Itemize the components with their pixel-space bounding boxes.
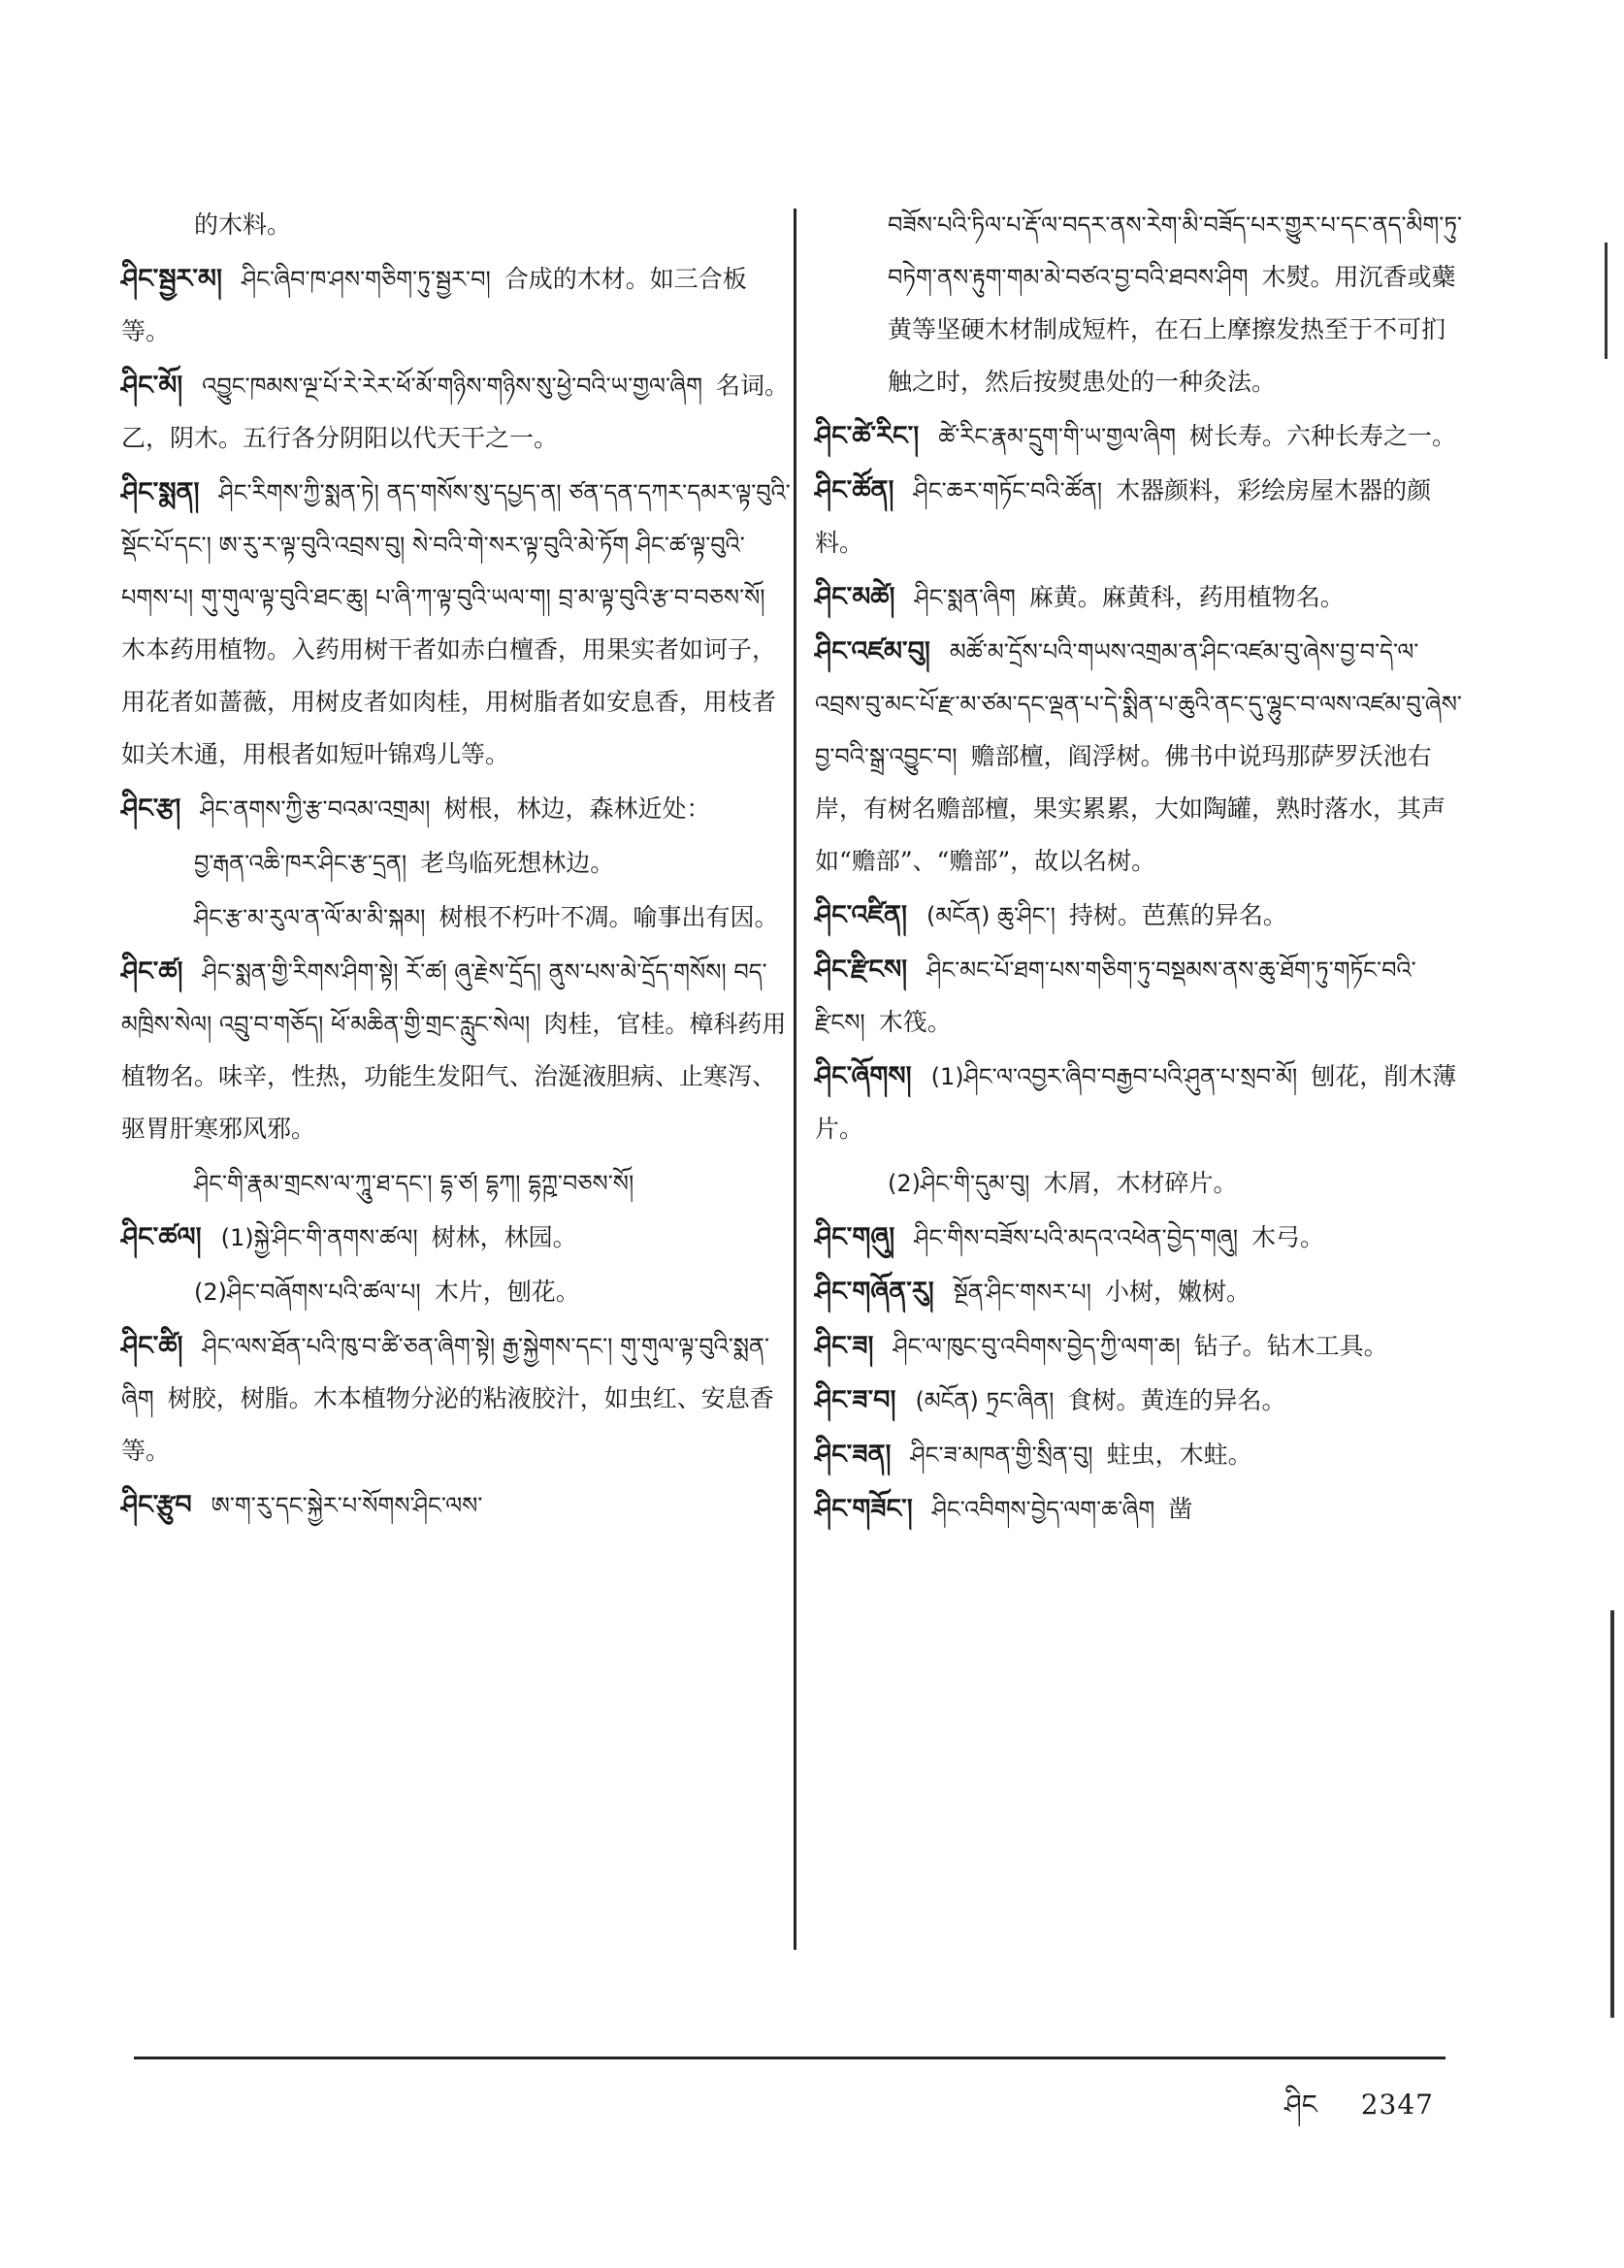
entry-tibetan-definition: འབྱུང་ཁམས་ལྔ་པོ་རེ་རེར་ཕོ་མོ་གཉིས་གཉིས་སུ་ཕྱེ་བའི་ཡ་གྱལ་ཞིག — [202, 373, 702, 400]
dictionary-entry — [815, 890, 1463, 942]
entry-chinese-definition: 木片，刨花。 — [434, 1278, 580, 1306]
dictionary-entry — [121, 253, 791, 358]
entry-chinese-definition: 树胶，树脂。木本植物分泌的粘液胶汁，如虫红、安息香等。 — [121, 1384, 774, 1465]
entry-headword: ཤིང་གཞུ། — [815, 1222, 895, 1252]
entry-tibetan-definition: བྱ་རྒན་འཆི་ཁར་ཤིང་རྩ་དྲན། — [194, 850, 407, 877]
entry-headword: ཤིང་འཛམ་བུ། — [815, 636, 930, 666]
entry-chinese-definition: 木筏。 — [878, 1008, 952, 1036]
dictionary-entry — [121, 1320, 791, 1477]
dictionary-entry — [815, 1266, 1463, 1318]
dictionary-entry — [815, 1483, 1463, 1536]
entry-tibetan-definition: ཤིང་རིགས་ཀྱི་སྨན་ཏེ། ནད་གསོས་སུ་དཔྱད་ན། ཙན་དན་དཀར་དམར་ལྟ་བུའི་སྡོང་པོ་དང་། ཨ་རུ་ར་ལྟ་བུའི་འབྲས་བུ། སེ་བའི་གེ་སར་ལྟ་བུའི་མེ་ཏོག ཤིང་ཚ་ལྟ་བུའི་པགས་པ། གུ་གུལ་ལྟ་བུའི་ཐང་ཆུ། པ་ཞི་ཀ་ལྟ་བུའི་ཡལ་ག། བྲ་མ་ལྟ་བུའི་རྩ་བ་བཅས་སོ། — [121, 479, 791, 611]
entry-tibetan-definition: (2)ཤིང་བཞོགས་པའི་ཚལ་པ། — [194, 1279, 421, 1306]
dictionary-entry — [815, 410, 1463, 463]
dictionary-entry — [121, 199, 791, 251]
entry-tibetan-definition: ཤིང་གི་རྣམ་གྲངས་ལ་ཀཱུ་ཐ་དང་། དྷ་ཙ། དྷཀ། དྷཀྵ་བཅས་སོ། — [194, 1170, 634, 1197]
entry-headword: ཤིང་ཚ། — [121, 956, 183, 987]
entry-tibetan-definition: (མངོན) ཏྲང་ཞིན། — [915, 1387, 1055, 1414]
entry-tibetan-definition: ཨ་ག་རུ་དང་སྐྱེར་པ་སོགས་ཤིང་ལས་ — [211, 1492, 483, 1519]
entry-chinese-definition: 的木料。 — [194, 211, 292, 239]
entry-tibetan-definition: ཤིང་ལ་ཁུང་བུ་འབིགས་བྱེད་ཀྱི་ལག་ཆ། — [893, 1333, 1181, 1360]
dictionary-entry — [121, 837, 791, 890]
entry-tibetan-definition: (1)ཤིང་ལ་འབྱར་ཞིབ་བརྒྱབ་པའི་ཤུན་པ་སྲབ་མོ། — [930, 1063, 1298, 1090]
page-number: 2347 — [1360, 2089, 1434, 2121]
entry-headword: ཤིང་འཛིན། — [815, 900, 907, 930]
entry-chinese-definition: 木屑，木材碎片。 — [1043, 1169, 1238, 1197]
entry-chinese-definition: 钻子。钻木工具。 — [1193, 1332, 1388, 1360]
entry-tibetan-definition: ཤིང་རྩ་མ་རུལ་ན་ལོ་མ་མི་སྐམ། — [194, 904, 426, 931]
dictionary-entry — [121, 1266, 791, 1318]
dictionary-entry — [121, 1212, 791, 1264]
footer-rule — [134, 2057, 1445, 2059]
entry-tibetan-definition: ཚེ་རིང་རྣམ་དྲུག་གི་ཡ་གྱལ་ཞིག — [938, 423, 1177, 450]
entry-chinese-definition: 赡部檀，阎浮树。佛书中说玛那萨罗沃池右岸，有树名赡部檀，果实累累，大如陶罐，熟时落水，其声如“赡部”、“赡部”，故以名树。 — [815, 742, 1446, 875]
entry-headword: ཤིང་མོ། — [121, 371, 183, 401]
entry-tibetan-definition: ཤིང་འབིགས་བྱེད་ལག་ཆ་ཞིག — [931, 1496, 1155, 1523]
entry-chinese-definition: 名词。乙，阴木。五行各分阴阳以代天干之一。 — [121, 372, 789, 452]
page-footer — [1284, 2074, 1434, 2151]
entry-headword: ཤིང་རྫིངས། — [815, 955, 908, 985]
entry-chinese-definition: 木器颜料，彩绘房屋木器的颜料。 — [815, 476, 1432, 557]
dictionary-entry — [121, 360, 791, 465]
dictionary-entry — [815, 571, 1463, 624]
entry-tibetan-definition: བཟོས་པའི་ཏིལ་པ་རྡོ་ལ་བདར་ནས་རེག་མི་བཟོད་པར་གྱུར་པ་དང་ནད་མིག་ཏུ་བཏེག་ནས་རྟུག་གམ་མེ་བཙའ་བྱ་བའི་ཐབས་ཤིག — [888, 211, 1463, 291]
entry-chinese-definition: 合成的木材。如三合板等。 — [121, 265, 747, 345]
entry-chinese-definition: 持树。芭蕉的异名。 — [1068, 901, 1287, 929]
entry-headword: ཤིང་ཟན། — [815, 1440, 892, 1470]
margin-mark — [1610, 1610, 1614, 2018]
entry-headword: ཤིང་རྩ། — [121, 794, 181, 824]
column-divider — [794, 209, 796, 1950]
entry-headword: ཤིང་ཟ་བ། — [815, 1385, 896, 1415]
entry-tibetan-definition: (མངོན) ཆུ་ཤིང་། — [926, 902, 1056, 929]
entry-tibetan-definition: ཤིང་སྨན་ཞིག — [914, 584, 1016, 611]
entry-headword: ཤིང་རྩུབ — [121, 1490, 192, 1520]
left-column — [121, 199, 791, 1534]
running-head: ཤིང — [1283, 2089, 1317, 2121]
entry-chinese-definition: 木本药用植物。入药用树干者如赤白檀香，用果实者如诃子，用花者如蔷薇，用树皮者如肉桂，用树脂者如安息香，用枝者如关木通，用根者如短叶锦鸡儿等。 — [121, 635, 777, 768]
dictionary-entry — [815, 1051, 1463, 1155]
dictionary-entry — [815, 1320, 1463, 1373]
dictionary-entry — [121, 783, 791, 835]
dictionary-entry — [815, 1429, 1463, 1481]
entry-chinese-definition: 食树。黄连的异名。 — [1067, 1386, 1286, 1414]
entry-tibetan-definition: སྔོན་ཤིང་གསར་པ། — [953, 1279, 1091, 1306]
entry-chinese-definition: 麻黄。麻黄科，药用植物名。 — [1028, 583, 1345, 611]
entry-chinese-definition: 木弓。 — [1251, 1223, 1325, 1251]
entry-tibetan-definition: (1)སྐྱེ་ཤིང་གི་ནགས་ཚལ། — [220, 1224, 418, 1251]
dictionary-entry — [815, 944, 1463, 1049]
right-column — [815, 199, 1463, 1538]
margin-marks — [1585, 0, 1624, 2268]
entry-chinese-definition: 凿 — [1168, 1495, 1193, 1523]
dictionary-entry — [815, 199, 1463, 408]
entry-tibetan-definition: ཤིང་ལས་ཐོན་པའི་ཁུ་བ་ཚི་ཅན་ཞིག་སྟེ། རྒྱ་སྐྱེགས་དང་། གུ་གུལ་ལྟ་བུའི་སྨན་ཞིག — [121, 1333, 770, 1412]
dictionary-entry — [815, 1212, 1463, 1264]
entry-headword: ཤིང་ཚི། — [121, 1331, 183, 1361]
dictionary-entry — [121, 891, 791, 944]
entry-tibetan-definition: ཤིང་ནགས་ཀྱི་རྩ་བའམ་འགྲམ། — [200, 795, 431, 823]
entry-chinese-definition: 小树，嫩树。 — [1104, 1278, 1250, 1306]
entry-headword: ཤིང་ཟ། — [815, 1331, 874, 1361]
entry-headword: ཤིང་ཚོན། — [815, 475, 894, 505]
entry-tibetan-definition: ཤིང་ཆར་གཏོང་བའི་ཚོན། — [913, 477, 1103, 504]
entry-chinese-definition: 树林，林园。 — [431, 1223, 577, 1251]
entry-headword: ཤིང་ཚེ་རིང་། — [815, 421, 920, 451]
entry-chinese-definition: 树长寿。六种长寿之一。 — [1189, 422, 1457, 450]
entry-headword: ཤིང་མཚེ། — [815, 582, 895, 612]
dictionary-entry — [121, 1479, 791, 1532]
dictionary-entry — [121, 1157, 791, 1210]
entry-chinese-definition: 木熨。用沉香或蘗黄等坚硬木材制成短杵，在石上摩擦发热至于不可扪触之时，然后按熨患处的一种灸法。 — [888, 263, 1456, 396]
entry-tibetan-definition: ཤིང་ཟ་མཁན་གྱི་སྲིན་བུ། — [910, 1442, 1093, 1469]
entry-headword: ཤིང་སྦྱར་མ། — [121, 264, 222, 294]
entry-headword: ཤིང་ཚལ། — [121, 1222, 202, 1252]
entry-chinese-definition: 肉桂，官桂。樟科药用植物名。味辛，性热，功能生发阳气、治涎液胆病、止寒泻、驱胃肝寒邪风邪。 — [121, 1010, 787, 1143]
dictionary-entry — [815, 1375, 1463, 1427]
entry-chinese-definition: 树根不朽叶不凋。喻事出有因。 — [438, 903, 779, 931]
entry-headword: ཤིང་ཞོགས། — [815, 1061, 912, 1091]
dictionary-entry — [121, 946, 791, 1155]
entry-headword: ཤིང་གཞོན་རུ། — [815, 1277, 934, 1307]
dictionary-entry — [815, 465, 1463, 569]
entry-tibetan-definition: ཤིང་གིས་བཟོས་པའི་མདའ་འཕེན་བྱེད་གཞུ། — [914, 1224, 1239, 1251]
entry-chinese-definition: 老鸟临死想林边。 — [420, 849, 615, 877]
entry-tibetan-definition: མཚོ་མ་དྲོས་པའི་གཡས་འགྲམ་ན་ཤིང་འཛམ་བུ་ཞེས་བྱ་བ་དེ་ལ་འབྲས་བུ་མང་པོ་རྫ་མ་ཙམ་དང་ལྡན་པ་དེ་སྨིན་པ་ཆུའི་ནང་དུ་ལྷུང་བ་ལས་འཛམ་བུ་ཞེས་བྱ་བའི་སྒྲ་འབྱུང་བ། — [815, 638, 1462, 770]
entry-tibetan-definition: (2)ཤིང་གི་དུམ་བུ། — [888, 1170, 1030, 1197]
entry-headword: ཤིང་སྨན། — [121, 477, 200, 507]
entry-headword: ཤིང་གཟོང་། — [815, 1494, 913, 1524]
dictionary-entry — [815, 626, 1463, 888]
margin-mark — [1605, 243, 1608, 359]
entry-tibetan-definition: ཤིང་སྨན་གྱི་རིགས་ཤིག་སྟེ། རོ་ཚ། ཞུ་རྗེས་དྲོད། ནུས་པས་མེ་དྲོད་གསོས། བད་མཁྲིས་སེལ། འབྲུ་བ་གཅོད། ཕོ་མཆིན་གྱི་གྲང་རླུང་སེལ། — [121, 958, 767, 1038]
entry-tibetan-definition: ཤིང་མང་པོ་ཐག་པས་གཅིག་ཏུ་བསྡམས་ནས་ཆུ་ཐོག་ཏུ་གཏོང་བའི་རྫིངས། — [815, 956, 1416, 1036]
entry-chinese-definition: 刨花，削木薄片。 — [815, 1062, 1457, 1143]
entry-tibetan-definition: ཤིང་ཞིབ་ཁ་ཤས་གཅིག་ཏུ་སྦྱར་བ། — [241, 266, 491, 293]
entry-chinese-definition: 树根，林边，森林近处： — [443, 794, 711, 823]
entry-chinese-definition: 蛀虫，木蛀。 — [1106, 1441, 1252, 1469]
dictionary-entry — [121, 467, 791, 781]
dictionary-entry — [815, 1157, 1463, 1210]
